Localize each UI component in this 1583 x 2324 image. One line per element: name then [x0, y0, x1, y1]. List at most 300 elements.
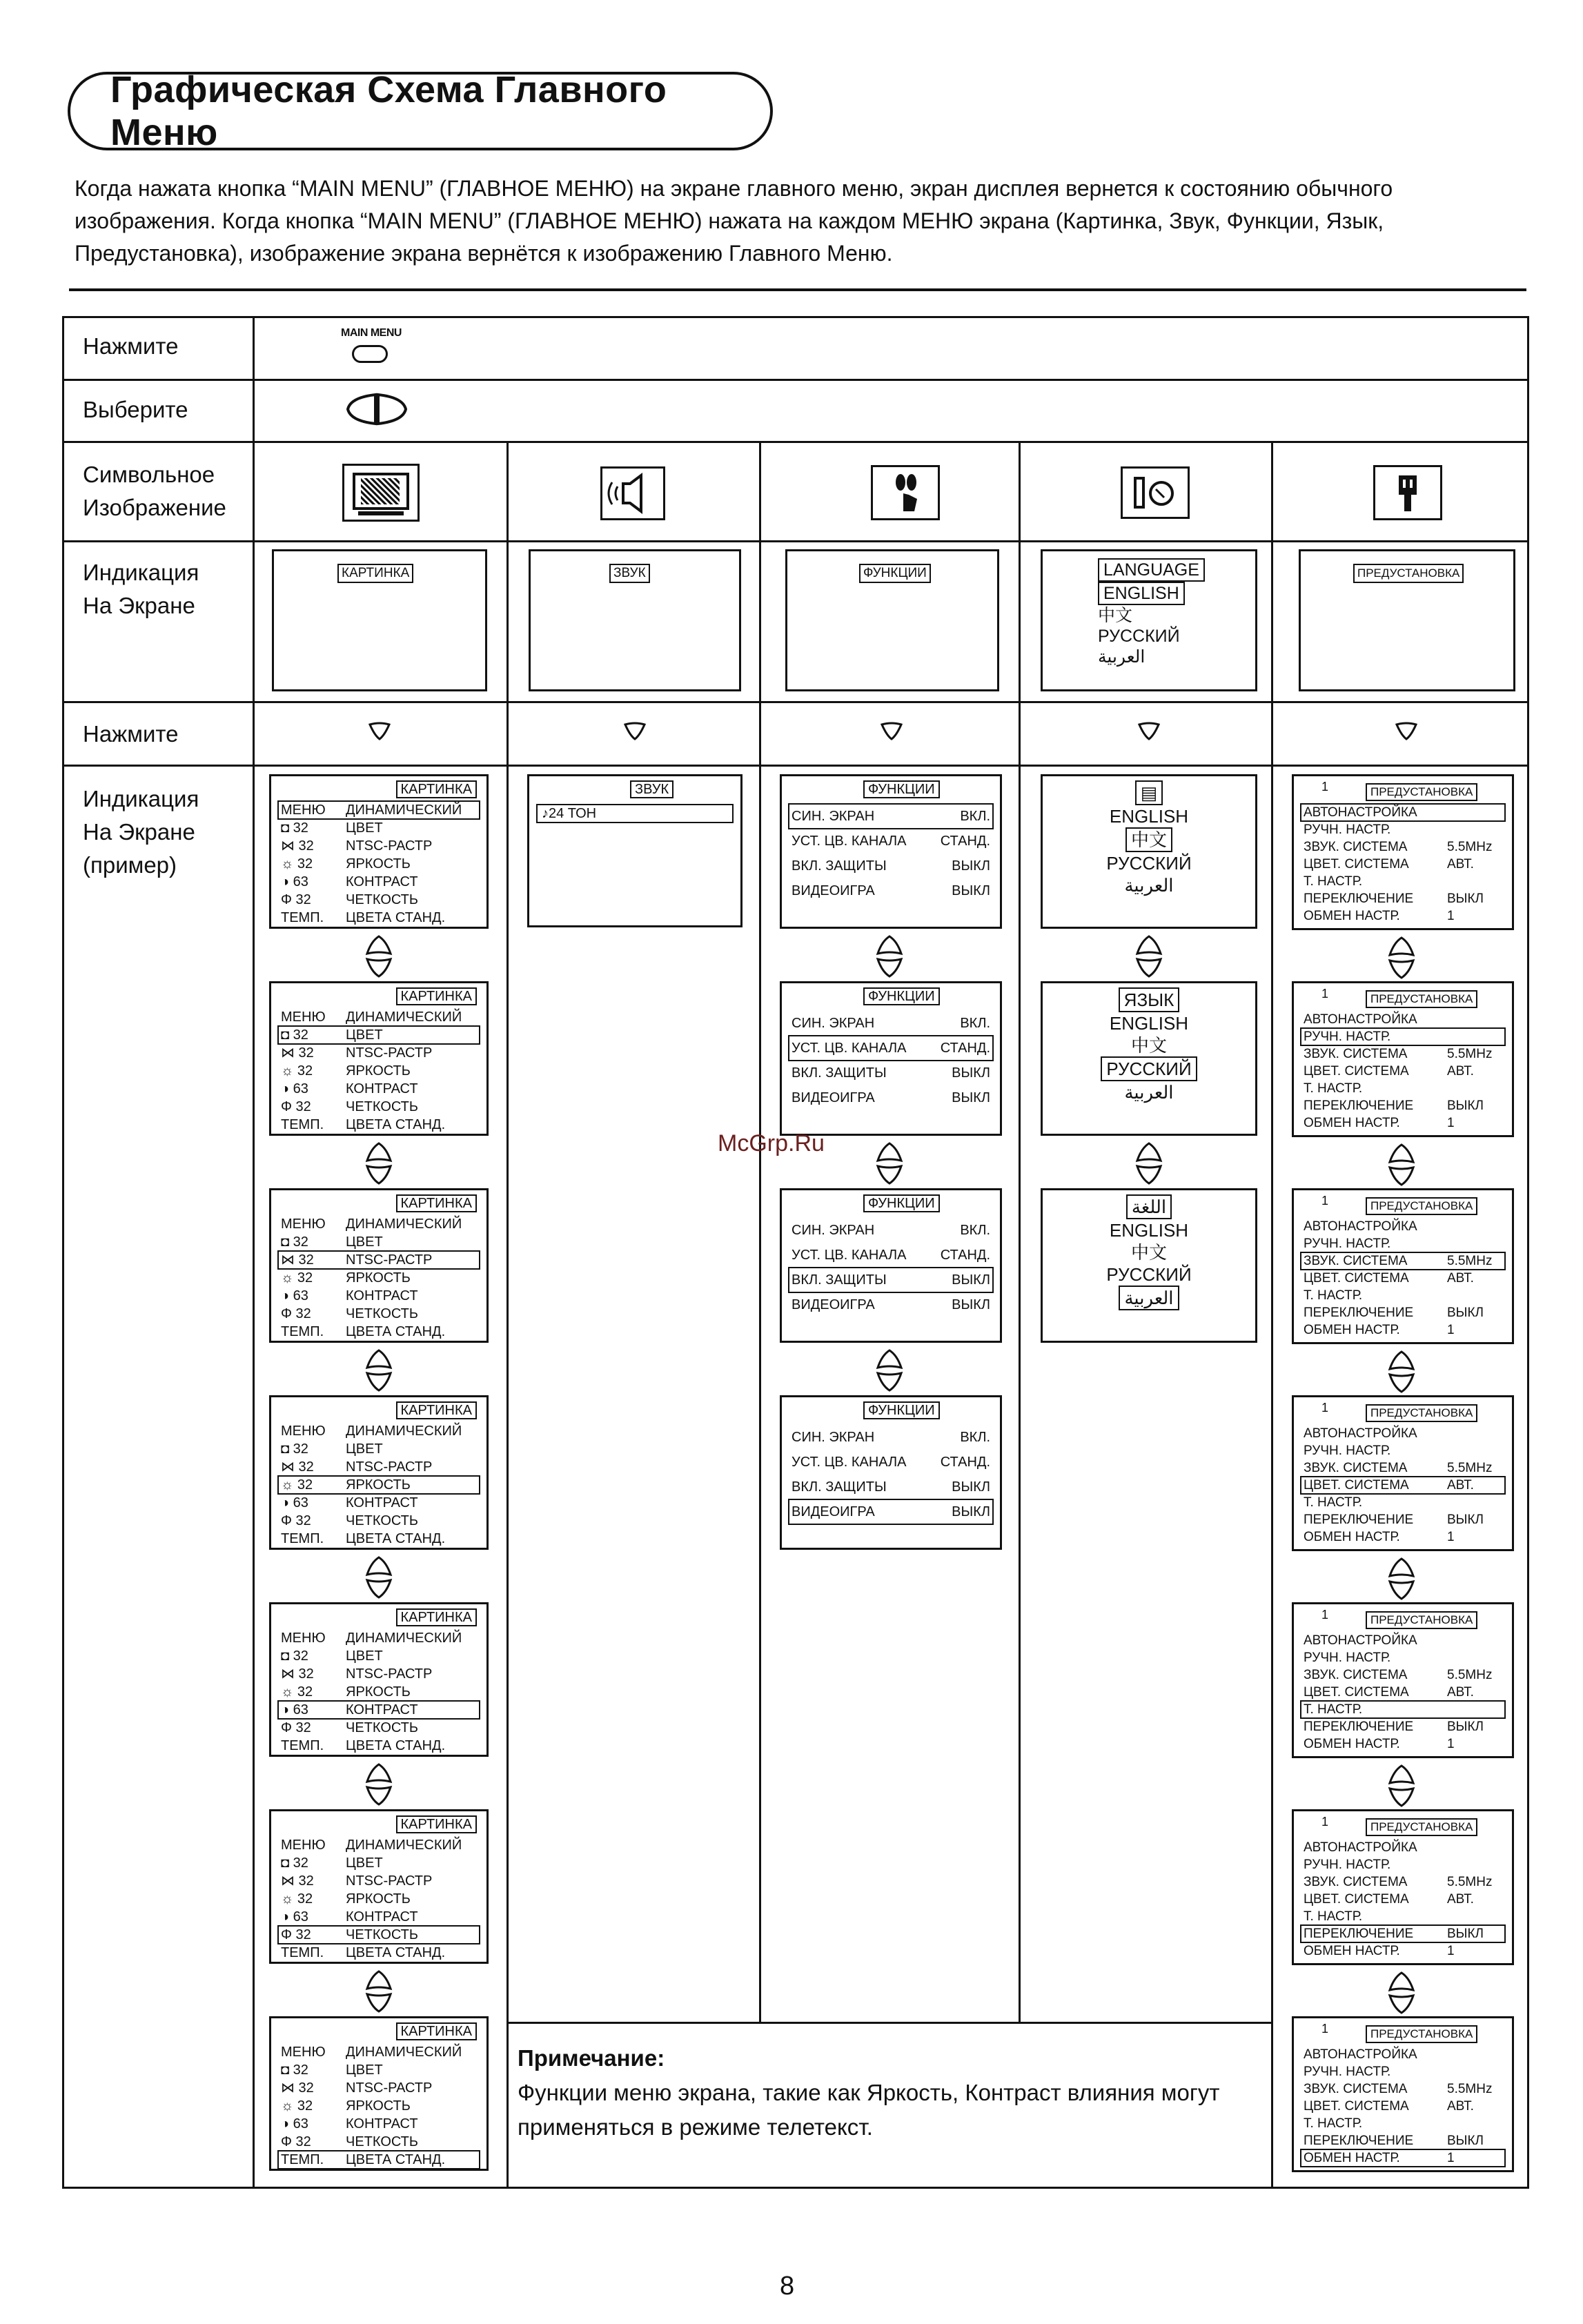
row-divider	[62, 765, 1529, 767]
preset-osd-row	[1301, 2132, 1505, 2149]
up-down-buttons-icon[interactable]	[364, 1762, 393, 1806]
preset-osd-row	[1301, 1425, 1505, 1442]
picture-osd-row	[278, 1872, 480, 1890]
picture-osd-row-key: ТЕМП.	[281, 2152, 324, 2167]
up-down-buttons-icon[interactable]	[1387, 1764, 1416, 1808]
picture-osd-row-label	[281, 1323, 445, 1341]
preset-osd-row	[1301, 1718, 1505, 1735]
preset-osd-row-value: АВТ.	[1447, 1064, 1474, 1079]
functions-osd-row-key: ВКЛ. ЗАЩИТЫ	[792, 1479, 887, 1495]
language-osd-chinese-line	[1043, 827, 1255, 852]
picture-osd-row-key: ТЕМП.	[281, 1324, 324, 1339]
picture-osd-row-key: ☼ 32	[281, 1477, 313, 1493]
preset-osd-row-value: 1	[1447, 2151, 1455, 2165]
up-down-buttons-icon[interactable]	[875, 934, 904, 978]
up-down-buttons-icon[interactable]	[1387, 936, 1416, 980]
preset-osd-title: ПРЕДУСТАНОВКА	[1366, 1818, 1477, 1836]
preset-osd-row	[1301, 1063, 1505, 1080]
preset-osd-row	[1301, 1891, 1505, 1908]
picture-osd-row-key: МЕНЮ	[281, 1217, 326, 1232]
preset-osd-screen	[1292, 1188, 1514, 1344]
picture-osd-row	[278, 1062, 480, 1080]
picture-osd-row-value: КОНТРАСТ	[346, 874, 418, 889]
picture-osd-title: КАРТИНКА	[396, 780, 477, 798]
picture-osd-screen	[269, 1188, 489, 1343]
preset-osd-row-key: АВТОНАСТРОЙКА	[1304, 1633, 1417, 1648]
picture-osd-row-label	[281, 873, 418, 891]
picture-osd-row-label	[281, 1890, 411, 1908]
down-button-icon[interactable]	[1137, 722, 1161, 741]
down-button-icon[interactable]	[1395, 722, 1418, 741]
picture-osd-screen	[269, 981, 489, 1136]
functions-osd-row	[789, 1011, 993, 1036]
preset-osd-row-value: ВЫКЛ	[1447, 892, 1484, 906]
picture-osd-row-key: МЕНЮ	[281, 1010, 326, 1025]
preset-osd-row-key: АВТОНАСТРОЙКА	[1304, 1219, 1417, 1234]
functions-osd-row-value: СТАНД.	[940, 834, 990, 849]
preset-osd-row-key: ЗВУК. СИСТЕМА	[1304, 1875, 1408, 1889]
row-divider	[62, 701, 1529, 703]
language-osd-arabic-line	[1043, 1286, 1255, 1310]
language-osd-english-line	[1043, 805, 1255, 827]
picture-osd-row-label	[281, 1458, 432, 1476]
picture-osd-row-value: КОНТРАСТ	[346, 1702, 418, 1717]
picture-osd-rows	[278, 801, 480, 927]
picture-osd-row-key: Φ 32	[281, 1306, 311, 1321]
language-osd-screen	[1041, 981, 1257, 1136]
picture-osd-row-key: ТЕМП.	[281, 1738, 324, 1753]
picture-osd-row	[278, 891, 480, 909]
up-down-buttons-icon[interactable]	[1134, 934, 1163, 978]
preset-osd-row	[1301, 1080, 1505, 1097]
picture-osd-row	[278, 2133, 480, 2151]
language-osd-arabic-line	[1043, 1081, 1255, 1103]
picture-osd-row-key: ⋈ 32	[281, 838, 314, 854]
picture-osd-title: КАРТИНКА	[396, 1401, 477, 1419]
preset-osd-row-value	[1447, 821, 1502, 838]
language-osd-title: اللغة	[1126, 1194, 1172, 1219]
language-osd-russian: РУССКИЙ	[1106, 1264, 1192, 1285]
picture-osd-row	[278, 819, 480, 837]
picture-osd-row	[278, 1269, 480, 1287]
functions-osd-screen	[780, 1395, 1002, 1550]
language-osd-english-line	[1043, 1219, 1255, 1241]
up-down-buttons-icon[interactable]	[364, 1555, 393, 1599]
down-button-icon[interactable]	[623, 722, 647, 741]
preset-osd-row-key: РУЧН. НАСТР.	[1304, 1858, 1391, 1872]
preset-osd-row	[1301, 1218, 1505, 1235]
preset-osd-row-value: АВТ.	[1447, 857, 1474, 872]
preset-osd-row-key: Т. НАСТР.	[1304, 874, 1363, 889]
up-down-buttons-icon[interactable]	[875, 1348, 904, 1392]
functions-osd-row	[789, 1475, 993, 1499]
up-down-buttons-icon[interactable]	[1387, 1971, 1416, 2015]
up-down-buttons-icon[interactable]	[1387, 1143, 1416, 1187]
preset-osd-index: 1	[1321, 987, 1329, 1001]
preset-osd-row-key: ЦВЕТ. СИСТЕМА	[1304, 2099, 1409, 2114]
picture-osd-row	[278, 1683, 480, 1701]
picture-osd-row	[278, 1512, 480, 1530]
preset-osd-row-key: РУЧН. НАСТР.	[1304, 823, 1391, 837]
picture-osd-row-label	[281, 1044, 432, 1062]
preset-osd-row-value: 5.5MHz	[1447, 1461, 1493, 1475]
functions-osd-row	[789, 1218, 993, 1243]
picture-osd-row-value: ЦВЕТ	[346, 1441, 383, 1457]
picture-osd-title: КАРТИНКА	[396, 1194, 477, 1212]
picture-osd-row-label	[281, 1926, 418, 1944]
picture-osd-row	[278, 1215, 480, 1233]
preset-osd-row	[1301, 1839, 1505, 1856]
language-osd-english-line	[1043, 1012, 1255, 1034]
picture-osd-row-label	[281, 1116, 445, 1134]
language-osd-chinese-line	[1043, 1034, 1255, 1056]
picture-osd-row-value: ДИНАМИЧЕСКИЙ	[346, 802, 462, 818]
picture-osd-row-label	[281, 1269, 411, 1287]
language-osd-list	[1043, 780, 1255, 896]
functions-osd-row-value: СТАНД.	[940, 1248, 990, 1263]
picture-osd-row-key: ☼ 32	[281, 2098, 313, 2114]
picture-osd-screen	[269, 2016, 489, 2171]
picture-osd-row-value: КОНТРАСТ	[346, 2116, 418, 2131]
picture-osd-row-label	[281, 891, 418, 909]
up-down-buttons-icon[interactable]	[875, 1141, 904, 1185]
preset-osd-row-value	[1447, 873, 1502, 890]
picture-osd-row-value: ЦВЕТА СТАНД.	[346, 1738, 446, 1753]
preset-indicator: ПРЕДУСТАНОВКА	[1353, 564, 1464, 583]
picture-osd-row-label	[281, 855, 411, 873]
preset-osd-row-key: ОБМЕН НАСТР.	[1304, 1323, 1400, 1337]
left-right-buttons-icon[interactable]	[345, 392, 409, 426]
picture-osd-row-label	[281, 1008, 462, 1026]
functions-osd-row-value: СТАНД.	[940, 1041, 990, 1056]
language-osd-english: ENGLISH	[1109, 1013, 1189, 1034]
preset-osd-row	[1301, 856, 1505, 873]
preset-osd-row-value: 1	[1447, 1116, 1455, 1130]
preset-osd-title: ПРЕДУСТАНОВКА	[1366, 990, 1477, 1008]
picture-osd-row-key: ТЕМП.	[281, 1117, 324, 1132]
language-osd-russian-line	[1043, 1263, 1255, 1286]
lang-russian: РУССКИЙ	[1098, 627, 1180, 646]
picture-osd-row-key: Φ 32	[281, 1099, 311, 1114]
page-title-box	[68, 69, 773, 153]
functions-osd-row-value: ВЫКЛ	[952, 883, 990, 898]
picture-indicator: КАРТИНКА	[337, 564, 413, 583]
picture-osd-row	[278, 909, 480, 927]
up-down-buttons-icon[interactable]	[1387, 1350, 1416, 1394]
preset-osd-row	[1301, 1701, 1505, 1718]
preset-osd-row-value	[1447, 1649, 1502, 1666]
picture-osd-row-value: ЯРКОСТЬ	[346, 1684, 411, 1700]
picture-osd-row-value: ЧЕТКОСТЬ	[346, 1099, 418, 1114]
picture-osd-row-label	[281, 1215, 462, 1233]
functions-osd-row-key: УСТ. ЦВ. КАНАЛА	[792, 1455, 907, 1470]
preset-osd-index: 1	[1321, 1815, 1329, 1829]
preset-osd-row-value: ВЫКЛ	[1447, 1099, 1484, 1113]
picture-osd-row-label	[281, 2079, 432, 2097]
row-label-indication: Индикация На Экране	[83, 560, 199, 618]
picture-osd-row-label	[281, 1494, 418, 1512]
picture-osd-row-key: Φ 32	[281, 2134, 311, 2149]
picture-osd-row-label	[281, 2151, 445, 2169]
down-button-icon[interactable]	[880, 722, 903, 741]
picture-osd-row-label	[281, 2061, 383, 2079]
functions-osd-row	[789, 1292, 993, 1317]
language-osd-russian: РУССКИЙ	[1106, 853, 1192, 874]
preset-osd-row-key: ЗВУК. СИСТЕМА	[1304, 1254, 1408, 1268]
picture-osd-screen	[269, 774, 489, 929]
picture-osd-row-key: МЕНЮ	[281, 802, 326, 818]
functions-osd-row	[789, 1085, 993, 1110]
lang-arabic: العربية	[1098, 647, 1146, 667]
picture-osd-row-label	[281, 1737, 445, 1755]
picture-osd-row-label	[281, 2133, 418, 2151]
picture-osd-row-key: ◘ 32	[281, 2062, 308, 2078]
preset-osd-row	[1301, 1114, 1505, 1132]
note-body: Функции меню экрана, такие как Яркость, Контраст влияния могут применяться в режиме телетекст.	[518, 2080, 1220, 2140]
functions-indication-screen	[785, 549, 999, 691]
preset-osd-row-key: ЦВЕТ. СИСТЕМА	[1304, 1685, 1409, 1700]
preset-osd-row-key: ПЕРЕКЛЮЧЕНИЕ	[1304, 1720, 1414, 1734]
picture-osd-row-label	[281, 837, 432, 855]
language-osd-list	[1043, 987, 1255, 1103]
up-down-buttons-icon[interactable]	[364, 1141, 393, 1185]
functions-osd-row-value: ВЫКЛ	[952, 1297, 990, 1312]
preset-osd-row	[1301, 1477, 1505, 1494]
picture-osd-row-label	[281, 1872, 432, 1890]
preset-osd-row-value	[1447, 1425, 1502, 1442]
preset-osd-row	[1301, 890, 1505, 907]
picture-osd-row-key: ◑ 63	[281, 1081, 308, 1096]
preset-osd-row-key: ОБМЕН НАСТР.	[1304, 1530, 1400, 1544]
functions-osd-title: ФУНКЦИИ	[863, 987, 940, 1005]
row-label-press-2: Нажмите	[83, 721, 179, 747]
picture-osd-row-key: ☼ 32	[281, 1891, 313, 1907]
picture-osd-row-label	[281, 1233, 383, 1251]
picture-osd-row-label	[281, 1683, 411, 1701]
page-title: Графическая Схема Главного Меню	[110, 69, 667, 153]
preset-osd-row-key: ПЕРЕКЛЮЧЕНИЕ	[1304, 1927, 1414, 1941]
preset-osd-row-key: ОБМЕН НАСТР.	[1304, 1944, 1400, 1958]
preset-osd-row-key: ПЕРЕКЛЮЧЕНИЕ	[1304, 1513, 1414, 1527]
language-menu-icon	[1121, 466, 1190, 519]
picture-osd-row-value: КОНТРАСТ	[346, 1495, 418, 1510]
note-block	[518, 2041, 1221, 2145]
picture-osd-row	[278, 1890, 480, 1908]
preset-osd-row-value	[1447, 1235, 1502, 1252]
preset-osd-row-key: Т. НАСТР.	[1304, 1288, 1363, 1303]
picture-osd-row-key: ☼ 32	[281, 1270, 313, 1286]
preset-osd-row	[1301, 1252, 1505, 1270]
preset-osd-row-key: АВТОНАСТРОЙКА	[1304, 1012, 1417, 1027]
picture-osd-row	[278, 2043, 480, 2061]
sound-osd-screen	[527, 774, 743, 927]
preset-osd-row-key: ОБМЕН НАСТР.	[1304, 2151, 1400, 2165]
picture-osd-row-label	[281, 1512, 418, 1530]
preset-osd-row-key: ЗВУК. СИСТЕМА	[1304, 2082, 1408, 2096]
picture-osd-row	[278, 1719, 480, 1737]
picture-osd-row-value: ДИНАМИЧЕСКИЙ	[346, 1010, 462, 1025]
picture-osd-row-value: КОНТРАСТ	[346, 1288, 418, 1303]
up-down-buttons-icon[interactable]	[364, 934, 393, 978]
functions-osd-row-key: СИН. ЭКРАН	[792, 1430, 875, 1445]
preset-osd-row	[1301, 1287, 1505, 1304]
language-osd-russian-line	[1043, 852, 1255, 874]
preset-osd-row-value: 5.5MHz	[1447, 2082, 1493, 2096]
picture-osd-row-value: ЯРКОСТЬ	[346, 856, 411, 872]
preset-osd-screen	[1292, 774, 1514, 930]
picture-osd-row	[278, 1737, 480, 1755]
preset-osd-title: ПРЕДУСТАНОВКА	[1366, 1197, 1477, 1215]
picture-osd-row-value: ЯРКОСТЬ	[346, 1477, 411, 1493]
preset-osd-row-value: 5.5MHz	[1447, 1875, 1493, 1889]
picture-osd-row	[278, 1665, 480, 1683]
picture-osd-row	[278, 1044, 480, 1062]
picture-osd-row-key: ТЕМП.	[281, 910, 324, 925]
preset-osd-row-key: ЦВЕТ. СИСТЕМА	[1304, 857, 1409, 872]
picture-osd-row-value: ДИНАМИЧЕСКИЙ	[346, 1631, 462, 1646]
lang-chinese: 中文	[1098, 606, 1133, 625]
picture-osd-row-label	[281, 1665, 432, 1683]
picture-osd-row-label	[281, 1305, 418, 1323]
picture-osd-row-label	[281, 1647, 383, 1665]
functions-osd-row	[789, 804, 993, 829]
preset-osd-title: ПРЕДУСТАНОВКА	[1366, 1611, 1477, 1629]
functions-osd-row	[789, 829, 993, 854]
picture-osd-row-key: ◘ 32	[281, 1855, 308, 1871]
picture-osd-row-label	[281, 1854, 383, 1872]
picture-osd-row-key: ⋈ 32	[281, 1873, 314, 1889]
preset-osd-row-key: РУЧН. НАСТР.	[1304, 1030, 1391, 1044]
preset-osd-rows	[1301, 1632, 1505, 1753]
preset-osd-row-value: 5.5MHz	[1447, 1254, 1493, 1268]
preset-osd-title: ПРЕДУСТАНОВКА	[1366, 783, 1477, 801]
preset-osd-row-key: РУЧН. НАСТР.	[1304, 1651, 1391, 1665]
picture-osd-row-value: ЦВЕТА СТАНД.	[346, 2152, 446, 2167]
preset-osd-row-value	[1447, 2063, 1502, 2080]
picture-osd-row	[278, 855, 480, 873]
preset-osd-row	[1301, 1528, 1505, 1546]
language-osd-chinese: 中文	[1125, 827, 1172, 852]
picture-osd-row-label	[281, 801, 462, 819]
language-osd-arabic: العربية	[1124, 1082, 1174, 1103]
preset-osd-row-key: АВТОНАСТРОЙКА	[1304, 2047, 1417, 2062]
functions-osd-row-value: ВЫКЛ	[952, 1504, 990, 1519]
preset-osd-row	[1301, 1666, 1505, 1684]
preset-osd-row	[1301, 2149, 1505, 2167]
preset-osd-row	[1301, 1494, 1505, 1511]
preset-osd-row	[1301, 821, 1505, 838]
functions-osd-row-key: УСТ. ЦВ. КАНАЛА	[792, 834, 907, 849]
functions-osd-screen	[780, 1188, 1002, 1343]
picture-osd-row	[278, 873, 480, 891]
picture-osd-row	[278, 1476, 480, 1494]
picture-osd-row-key: ◘ 32	[281, 1027, 308, 1043]
picture-osd-row	[278, 1458, 480, 1476]
preset-osd-row	[1301, 1873, 1505, 1891]
preset-osd-row-value	[1447, 804, 1502, 821]
preset-osd-row-key: ЦВЕТ. СИСТЕМА	[1304, 1892, 1409, 1907]
picture-osd-row	[278, 2151, 480, 2169]
picture-osd-row-label	[281, 1629, 462, 1647]
language-osd-chinese: 中文	[1130, 1035, 1167, 1056]
preset-osd-row	[1301, 2080, 1505, 2098]
picture-osd-row-key: Φ 32	[281, 1927, 311, 1942]
language-osd-chinese: 中文	[1130, 1242, 1167, 1263]
language-osd-list	[1043, 1194, 1255, 1310]
picture-osd-row-value: ЧЕТКОСТЬ	[346, 1513, 418, 1528]
picture-osd-row-key: МЕНЮ	[281, 1631, 326, 1646]
preset-osd-row	[1301, 2063, 1505, 2080]
functions-osd-rows	[789, 1011, 993, 1110]
functions-osd-row	[789, 854, 993, 878]
preset-osd-row-value: 1	[1447, 1530, 1455, 1544]
picture-osd-row-label	[281, 1062, 411, 1080]
picture-osd-row-key: ◑ 63	[281, 1495, 308, 1510]
picture-osd-row	[278, 1251, 480, 1269]
picture-osd-row	[278, 1305, 480, 1323]
sound-osd-tone-row: ♪24 ТОН	[536, 804, 734, 823]
picture-osd-row-label	[281, 1476, 411, 1494]
functions-osd-row	[789, 1061, 993, 1085]
functions-osd-row-key: СИН. ЭКРАН	[792, 1016, 875, 1031]
picture-osd-row-key: МЕНЮ	[281, 1838, 326, 1853]
preset-osd-row-value: АВТ.	[1447, 2099, 1474, 2114]
preset-osd-row-key: АВТОНАСТРОЙКА	[1304, 1840, 1417, 1855]
picture-osd-row-value: NTSC-РАСТР	[346, 1459, 433, 1475]
up-down-buttons-icon[interactable]	[364, 1348, 393, 1392]
sound-indicator: ЗВУК	[609, 564, 650, 583]
picture-osd-row-key: ◘ 32	[281, 1648, 308, 1664]
up-down-buttons-icon[interactable]	[1387, 1557, 1416, 1601]
preset-osd-row	[1301, 1011, 1505, 1028]
picture-osd-row-value: NTSC-РАСТР	[346, 1252, 433, 1268]
functions-osd-row-value: ВКЛ.	[960, 1016, 990, 1031]
picture-osd-row	[278, 1629, 480, 1647]
picture-osd-row	[278, 2061, 480, 2079]
preset-osd-rows	[1301, 1839, 1505, 1960]
down-button-icon[interactable]	[368, 722, 391, 741]
preset-osd-rows	[1301, 804, 1505, 925]
preset-osd-row	[1301, 804, 1505, 821]
functions-osd-row-key: ВКЛ. ЗАЩИТЫ	[792, 858, 887, 874]
picture-osd-title: КАРТИНКА	[396, 1608, 477, 1626]
preset-osd-row-key: ЦВЕТ. СИСТЕМА	[1304, 1271, 1409, 1286]
preset-osd-row-value: ВЫКЛ	[1447, 1306, 1484, 1320]
picture-osd-row-value: ЧЕТКОСТЬ	[346, 1927, 418, 1942]
picture-osd-row-label	[281, 1908, 418, 1926]
up-down-buttons-icon[interactable]	[364, 1969, 393, 2013]
picture-osd-row	[278, 1908, 480, 1926]
picture-osd-row-key: ⋈ 32	[281, 1252, 314, 1268]
preset-osd-row-value: 5.5MHz	[1447, 1047, 1493, 1061]
picture-osd-row-value: КОНТРАСТ	[346, 1909, 418, 1924]
picture-osd-row	[278, 1530, 480, 1548]
preset-osd-row-key: РУЧН. НАСТР.	[1304, 1444, 1391, 1458]
preset-osd-row	[1301, 907, 1505, 925]
preset-osd-row	[1301, 1442, 1505, 1459]
preset-osd-row-key: АВТОНАСТРОЙКА	[1304, 1426, 1417, 1441]
up-down-buttons-icon[interactable]	[1134, 1141, 1163, 1185]
picture-osd-row-value: NTSC-РАСТР	[346, 2080, 433, 2096]
picture-osd-row-value: КОНТРАСТ	[346, 1081, 418, 1096]
main-menu-button[interactable]	[352, 345, 388, 363]
picture-osd-row	[278, 1116, 480, 1134]
preset-osd-screen	[1292, 1809, 1514, 1965]
functions-indicator: ФУНКЦИИ	[859, 564, 931, 583]
preset-osd-row-value	[1447, 1494, 1502, 1511]
preset-osd-row-key: Т. НАСТР.	[1304, 2116, 1363, 2131]
picture-osd-title: КАРТИНКА	[396, 1815, 477, 1833]
